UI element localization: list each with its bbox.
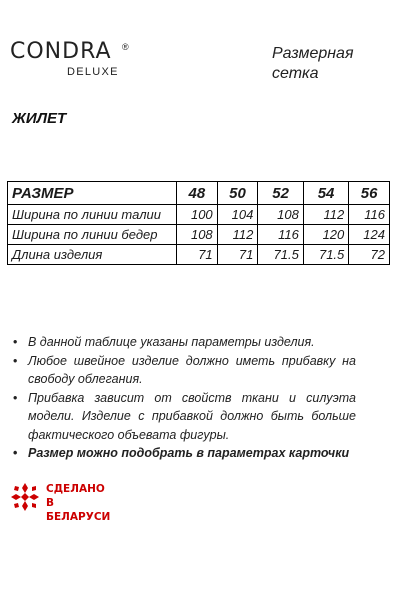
table-cell: 72 (349, 245, 390, 265)
bullet-icon: • (13, 335, 18, 349)
note-item-highlight (10, 444, 356, 463)
badge-line-1: СДЕЛАНО (46, 483, 105, 495)
table-cell: 71.5 (258, 245, 303, 265)
note-text: В данной таблице указаны параметры изделия. (28, 335, 315, 349)
note-item (10, 352, 356, 389)
notes-list (10, 333, 356, 463)
bullet-icon: • (13, 390, 18, 405)
header-label: РАЗМЕР (8, 182, 177, 205)
size-table (7, 181, 390, 265)
table-cell: 120 (303, 225, 348, 245)
bullet-icon: • (13, 446, 18, 460)
table-cell: 112 (217, 225, 258, 245)
badge-line-2: В БЕЛАРУСИ (46, 497, 111, 523)
table-cell: 108 (258, 205, 303, 225)
brand-name: CONDRA (10, 39, 112, 64)
row-label: Длина изделия (8, 245, 177, 265)
table-cell: 108 (177, 225, 218, 245)
made-in-belarus-badge (8, 480, 118, 523)
table-cell: 71.5 (303, 245, 348, 265)
note-item (10, 333, 356, 352)
row-label: Ширина по линии талии (8, 205, 177, 225)
note-text: Любое швейное изделие должно иметь прибавку на свободу облегания. (28, 353, 356, 386)
table-cell: 104 (217, 205, 258, 225)
brand-logo (10, 40, 140, 84)
bullet-icon: • (13, 353, 18, 368)
size-cell: 48 (177, 182, 218, 205)
document-title-line-1: Размерная (272, 45, 354, 62)
table-cell: 112 (303, 205, 348, 225)
badge-text (46, 482, 118, 524)
size-cell: 56 (349, 182, 390, 205)
document-title-line-2: сетка (272, 65, 319, 82)
document-title (272, 44, 382, 84)
table-cell: 116 (349, 205, 390, 225)
table-cell: 124 (349, 225, 390, 245)
note-text: Прибавка зависит от свойств ткани и силуэта модели. Изделие с прибавкой должно быть больше фактического объевата фигуры. (28, 390, 356, 442)
note-text: Размер можно подобрать в параметрах карточки (28, 446, 350, 460)
note-item (10, 389, 356, 445)
row-label: Ширина по линии бедер (8, 225, 177, 245)
size-cell: 54 (303, 182, 348, 205)
size-cell: 52 (258, 182, 303, 205)
registered-mark: ® (122, 42, 129, 52)
table-row (8, 205, 390, 225)
table-row (8, 225, 390, 245)
product-name: ЖИЛЕТ (12, 110, 67, 127)
table-cell: 100 (177, 205, 218, 225)
size-cell: 50 (217, 182, 258, 205)
ornament-icon (8, 480, 42, 514)
table-cell: 116 (258, 225, 303, 245)
table-row (8, 245, 390, 265)
table-header-row (8, 182, 390, 205)
brand-sub: DELUXE (67, 66, 119, 78)
table-cell: 71 (177, 245, 218, 265)
table-cell: 71 (217, 245, 258, 265)
